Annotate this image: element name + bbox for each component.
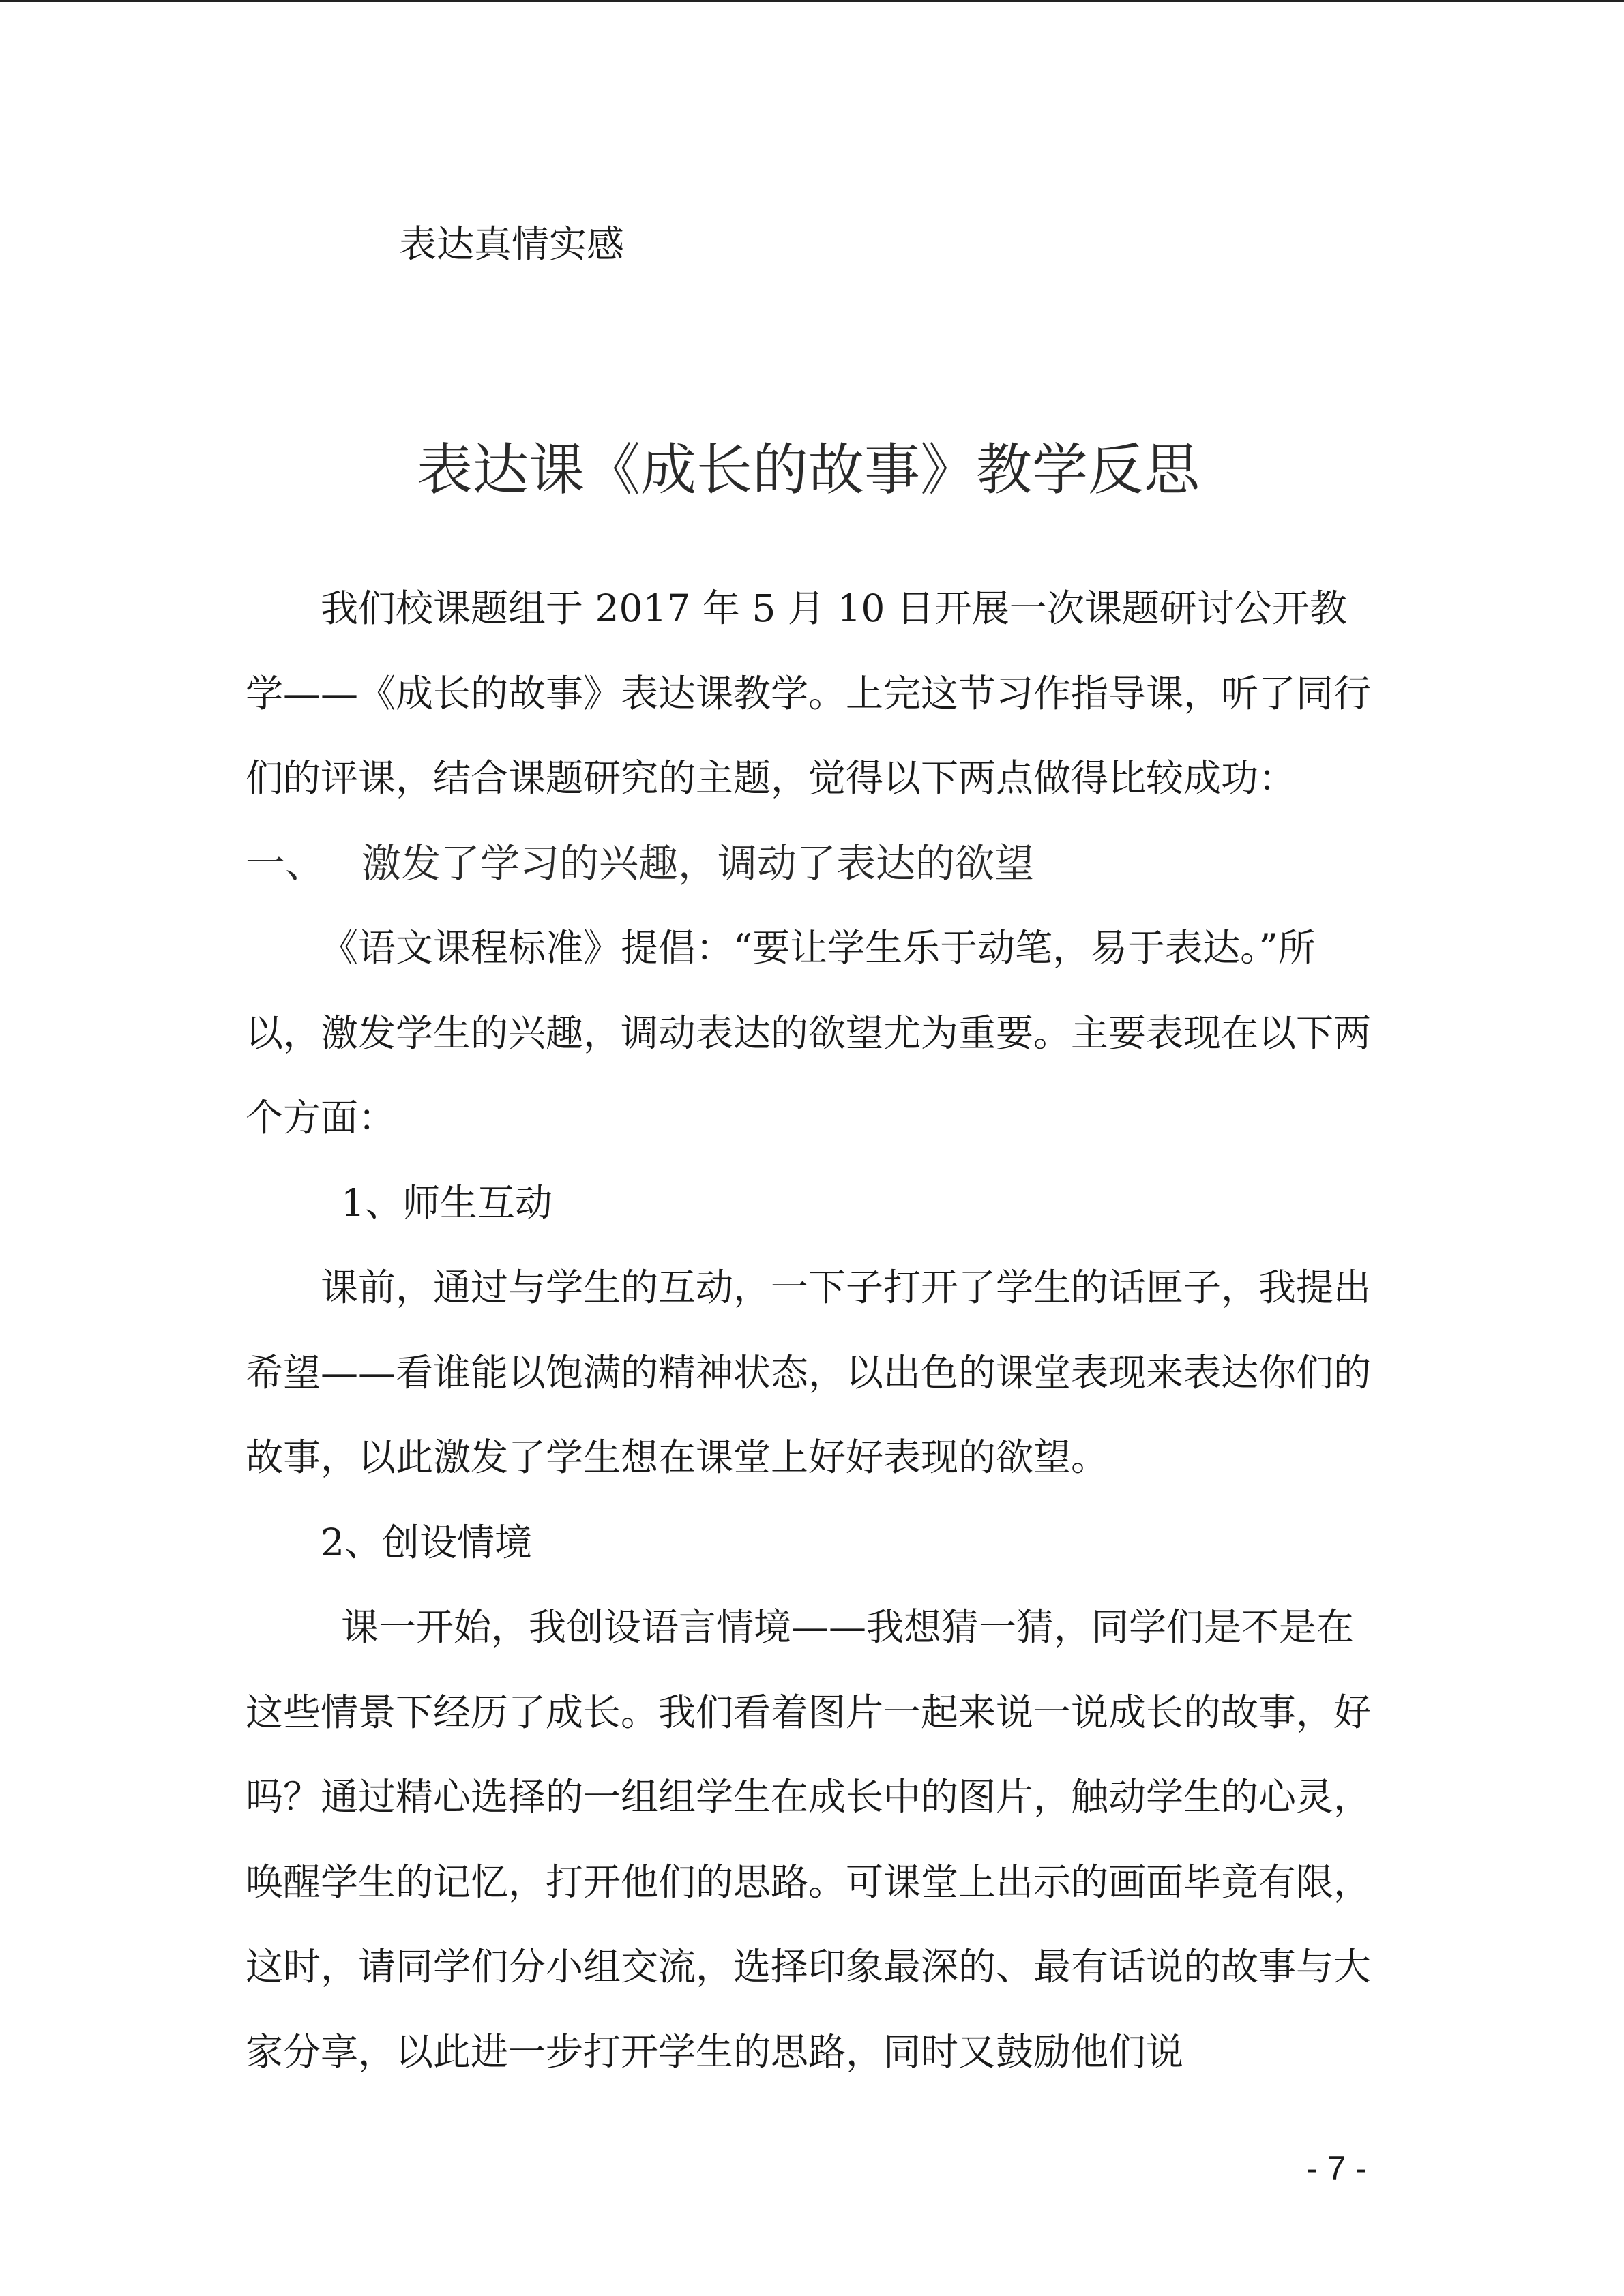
subsection-heading-2: 2、创设情境 xyxy=(321,1520,532,1564)
intro-paragraph: 我们校课题组于 2017 年 5 月 10 日开展一次课题研讨公开教学——《成长的故事》表达课教学。上完这节习作指导课，听了同行们的评课，结合课题研究的主题，觉得以下两点做得比较成功： xyxy=(246,586,1372,800)
section-paragraph: 《语文课程标准》提倡：“要让学生乐于动笔，易于表达。”所以，激发学生的兴趣，调动表达的欲望尤为重要。主要表现在以下两个方面： xyxy=(246,926,1372,1139)
document-title: 表达课《成长的故事》教学反思 xyxy=(416,438,1200,503)
document-body xyxy=(246,566,1371,2094)
page-number: - 7 - xyxy=(1306,2149,1367,2188)
carry-over-text: 表达真情实感 xyxy=(399,222,625,266)
section-heading-text: 激发了学习的兴趣，调动了表达的欲望 xyxy=(361,839,1035,886)
subsection-paragraph-2: 课一开始，我创设语言情境——我想猜一猜，同学们是不是在这些情景下经历了成长。我们看着图片一起来说一说成长的故事，好吗？通过精心选择的一组组学生在成长中的图片，触动学生的心灵，唤醒学生的记忆，打开他们的思路。可课堂上出示的画面毕竟有限，这时，请同学们分小组交流，选择印象最深的、最有话说的故事与大家分享，以此进一步打开学生的思路，同时又鼓励他们说 xyxy=(246,1605,1372,2074)
section-number: 一、 xyxy=(246,839,325,886)
page-top-border xyxy=(0,0,1624,2)
section-heading xyxy=(246,821,1371,906)
subsection-heading-1: 1、师生互动 xyxy=(341,1180,552,1225)
subsection-paragraph-1: 课前，通过与学生的互动，一下子打开了学生的话匣子，我提出希望——看谁能以饱满的精神状态，以出色的课堂表现来表达你们的故事，以此激发了学生想在课堂上好好表现的欲望。 xyxy=(246,1266,1372,1479)
